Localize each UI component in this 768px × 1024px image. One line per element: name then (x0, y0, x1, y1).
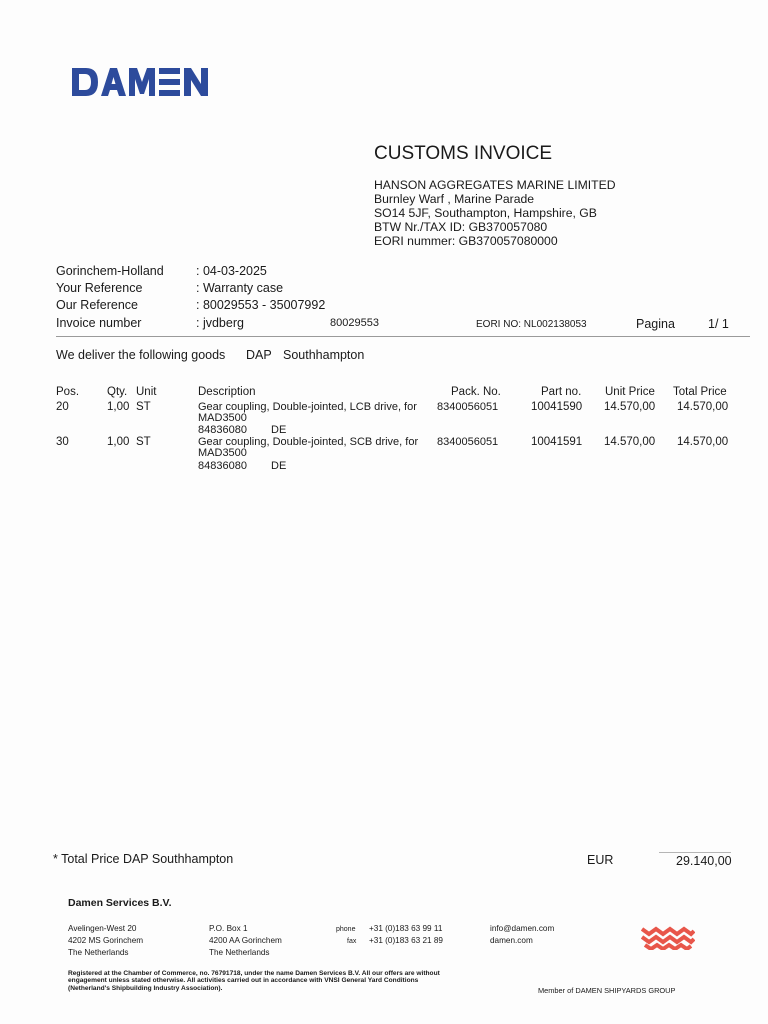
phone-label: phone (336, 926, 356, 933)
footer-website: damen.com (490, 936, 533, 945)
col-qty: Qty. (107, 386, 128, 398)
invoice-number: 80029553 (330, 317, 379, 329)
col-pack-no: Pack. No. (451, 386, 501, 398)
footer-address-line3: The Netherlands (68, 948, 129, 957)
invoice-user: : jvdberg (196, 316, 244, 330)
fax-number: +31 (0)183 63 21 89 (369, 936, 443, 945)
item-pos: 30 (56, 436, 69, 448)
footer-address-line1: Avelingen-West 20 (68, 924, 137, 933)
item-unit-price: 14.570,00 (604, 436, 656, 448)
total-currency: EUR (587, 853, 614, 867)
footer-address-line2: 4202 MS Gorinchem (68, 936, 144, 945)
legal-notice: Registered at the Chamber of Commerce, no. 76791718, under the name Damen Services B.V. All our offers are without engagement unless stated otherwise. All activities carried out in accordance with VNSI General Yard Conditions (Netherland's Shipbuilding Industry Association). (68, 970, 440, 992)
item-origin: DE (271, 460, 287, 472)
footer-postal-line1: P.O. Box 1 (209, 924, 248, 933)
col-description: Description (198, 386, 256, 398)
item-description-line2: MAD3500 (198, 412, 247, 424)
col-unit: Unit (136, 386, 157, 398)
col-unit-price: Unit Price (605, 386, 655, 398)
footer-company: Damen Services B.V. (68, 897, 172, 909)
item-unit: ST (136, 401, 151, 413)
col-pos: Pos. (56, 386, 80, 398)
consignee-street: Burnley Warf , Marine Parade (374, 192, 535, 206)
item-qty: 1,00 (107, 401, 130, 413)
footer-email: info@damen.com (490, 924, 555, 933)
invoice-number-label: Invoice number (56, 316, 142, 330)
item-description-line2: MAD3500 (198, 447, 247, 459)
page-value: 1/ 1 (708, 317, 729, 331)
delivery-terms: DAP (246, 348, 272, 362)
consignee-city: SO14 5JF, Southampton, Hampshire, GB (374, 206, 597, 220)
item-description: Gear coupling, Double-jointed, LCB drive, for (198, 401, 417, 413)
item-qty: 1,00 (107, 436, 130, 448)
item-pack-no: 8340056051 (437, 401, 499, 413)
invoice-date: : 04-03-2025 (196, 264, 267, 278)
total-amount: 29.140,00 (676, 854, 732, 868)
col-total-price: Total Price (673, 386, 727, 398)
phone-number: +31 (0)183 63 99 11 (369, 924, 443, 933)
item-unit: ST (136, 436, 151, 448)
item-origin: DE (271, 424, 287, 436)
item-part-no: 10041590 (531, 401, 583, 413)
item-total-price: 14.570,00 (677, 401, 729, 413)
total-overline (659, 852, 731, 853)
fax-label: fax (347, 938, 357, 945)
header-divider (56, 336, 750, 337)
consignee-eori: EORI nummer: GB370057080000 (374, 234, 558, 248)
item-pack-no: 8340056051 (437, 436, 499, 448)
our-reference-label: Our Reference (56, 298, 138, 312)
item-total-price: 14.570,00 (677, 436, 729, 448)
place-label: Gorinchem-Holland (56, 264, 164, 278)
item-description: Gear coupling, Double-jointed, SCB drive, for (198, 436, 419, 448)
member-text: Member of DAMEN SHIPYARDS GROUP (538, 986, 676, 995)
col-part-no: Part no. (541, 386, 582, 398)
damen-logo (72, 64, 212, 96)
consignee-tax-id: BTW Nr./TAX ID: GB370057080 (374, 220, 548, 234)
item-commodity-code: 84836080 (198, 424, 247, 436)
delivery-place: Southhampton (283, 348, 365, 362)
document-title: CUSTOMS INVOICE (374, 143, 553, 164)
damen-waves-icon (641, 924, 695, 950)
item-pos: 20 (56, 401, 69, 413)
consignee-name: HANSON AGGREGATES MARINE LIMITED (374, 178, 616, 192)
page-label: Pagina (636, 317, 675, 331)
eori-number: EORI NO: NL002138053 (476, 319, 587, 330)
item-part-no: 10041591 (531, 436, 583, 448)
item-unit-price: 14.570,00 (604, 401, 656, 413)
our-reference-value: : 80029553 - 35007992 (196, 298, 326, 312)
your-reference-value: : Warranty case (196, 281, 284, 295)
deliver-text: We deliver the following goods (56, 348, 226, 362)
total-label: * Total Price DAP Southhampton (53, 852, 234, 866)
your-reference-label: Your Reference (56, 281, 143, 295)
footer-postal-line2: 4200 AA Gorinchem (209, 936, 282, 945)
item-commodity-code: 84836080 (198, 460, 247, 472)
footer-postal-line3: The Netherlands (209, 948, 270, 957)
